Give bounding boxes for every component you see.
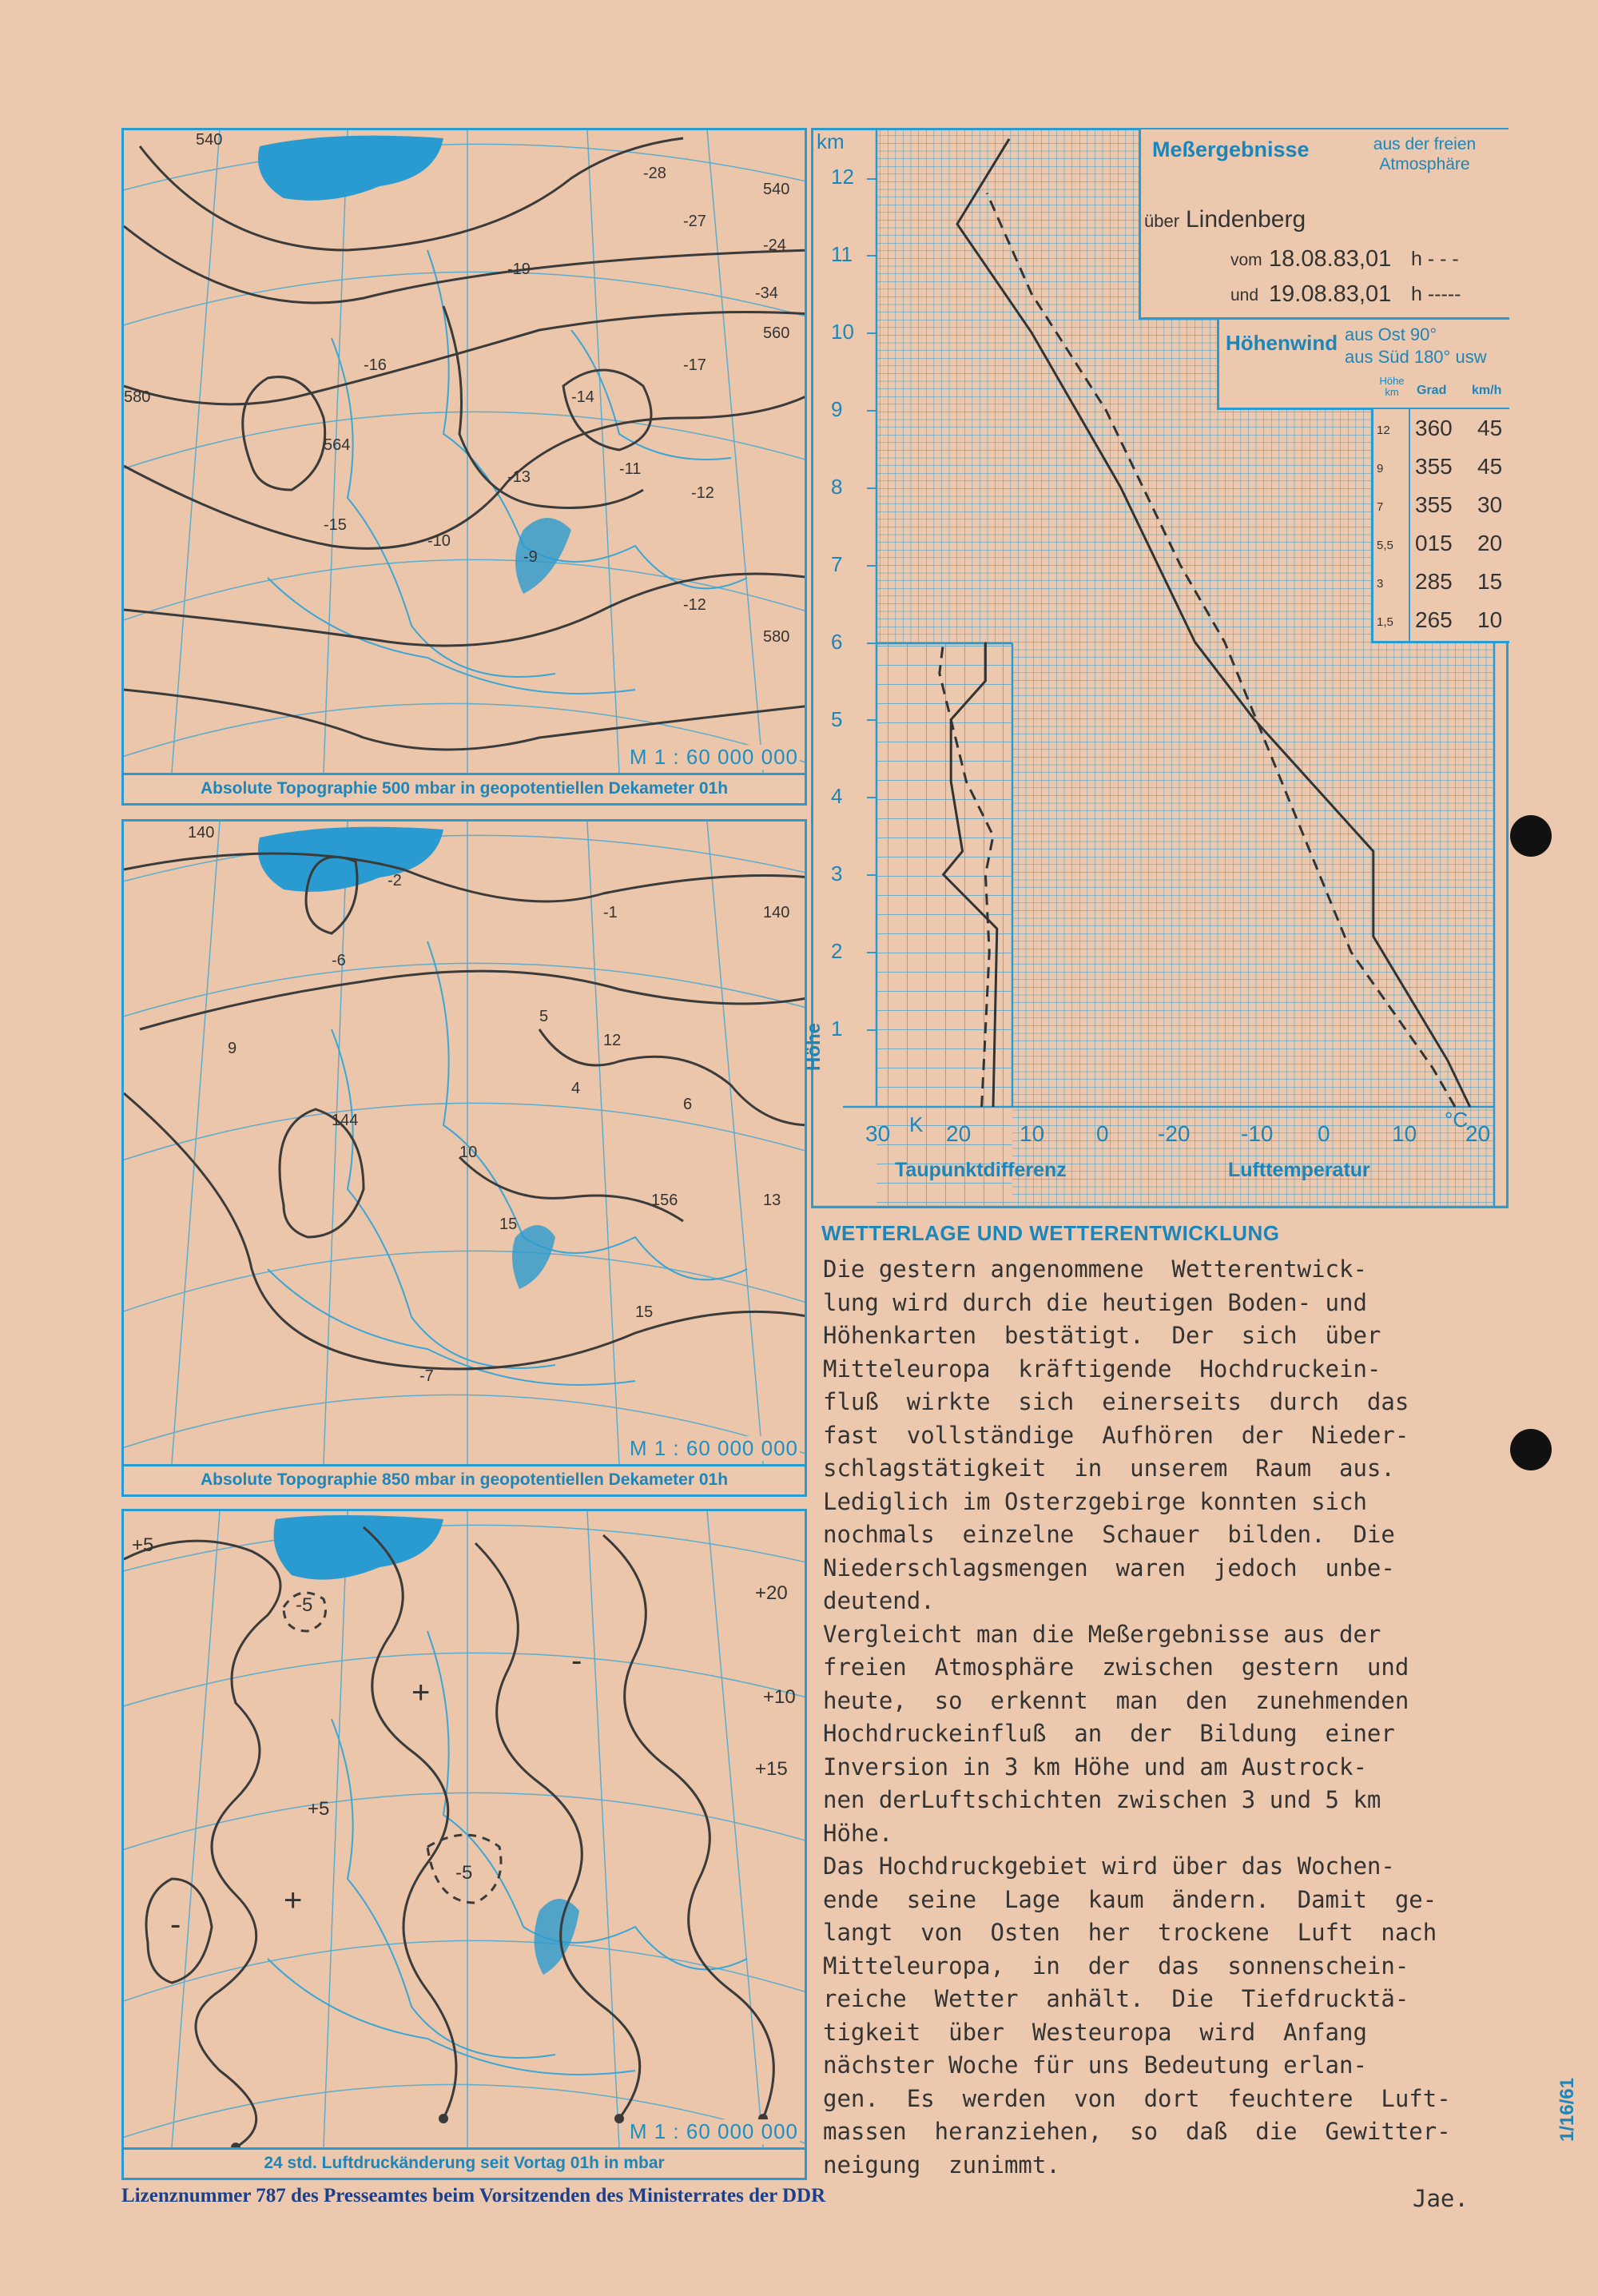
- results-h1: h - - -: [1411, 248, 1459, 270]
- svg-text:-2: -2: [388, 872, 402, 889]
- svg-text:4: 4: [571, 1080, 581, 1097]
- x-tick-label: 30: [865, 1121, 891, 1146]
- x-label-taupunkt: Taupunktdifferenz: [895, 1159, 1067, 1181]
- map-850mbar-drawing: [124, 822, 805, 1464]
- results-ueber: über: [1144, 211, 1180, 231]
- svg-text:540: 540: [196, 131, 223, 149]
- wind-g-cell: 355: [1415, 454, 1453, 479]
- x-label-lufttemperatur: Lufttemperatur: [1228, 1159, 1370, 1181]
- wind-v-cell: 10: [1477, 607, 1503, 632]
- text-line: Inversion in 3 km Höhe und am Austrock-: [823, 1753, 1367, 1781]
- svg-text:13: 13: [763, 1192, 781, 1209]
- y-tick-label: 5: [831, 706, 843, 731]
- footer-license: Lizenznummer 787 des Presseamtes beim Vorsitzenden des Ministerrates der DDR: [121, 2185, 826, 2206]
- text-line: Lediglich im Osterzgebirge konnten sich: [823, 1487, 1367, 1515]
- map-pressure-change-caption: 24 std. Luftdruckänderung seit Vortag 01h in mbar: [121, 2150, 807, 2180]
- svg-text:+20: +20: [755, 1582, 788, 1604]
- wind-g-cell: 285: [1415, 569, 1453, 594]
- y-tick-label: 12: [831, 165, 854, 189]
- svg-text:140: 140: [188, 824, 215, 842]
- signature: Jae.: [1413, 2185, 1469, 2212]
- wind-table: [1371, 409, 1509, 643]
- svg-text:-9: -9: [523, 548, 538, 566]
- text-line: gen. Es werden von dort feuchtere Luft-: [823, 2084, 1451, 2112]
- svg-text:144: 144: [332, 1112, 359, 1129]
- text-line: fast vollständige Aufhören der Nieder-: [823, 1421, 1409, 1449]
- svg-text:5: 5: [539, 1008, 549, 1025]
- svg-text:-28: -28: [643, 165, 666, 182]
- x-tick-label: 10: [1392, 1121, 1417, 1146]
- svg-text:-6: -6: [332, 952, 346, 969]
- svg-text:+5: +5: [132, 1534, 154, 1556]
- svg-text:15: 15: [635, 1303, 654, 1321]
- text-line: langt von Osten her trockene Luft nach: [823, 1919, 1437, 1946]
- wind-v-cell: 20: [1477, 531, 1503, 555]
- svg-text:+15: +15: [755, 1758, 788, 1780]
- wind-col-grad: Grad: [1417, 384, 1447, 397]
- text-line: neigung zunimmt.: [823, 2151, 1060, 2179]
- svg-text:-16: -16: [364, 356, 387, 374]
- svg-text:+: +: [284, 1883, 303, 1918]
- wind-g-cell: 355: [1415, 492, 1453, 517]
- y-tick-label: 10: [831, 320, 854, 344]
- text-line: massen heranziehen, so daß die Gewitter-: [823, 2118, 1451, 2145]
- wind-g-cell: 015: [1415, 531, 1453, 555]
- x-tick-label: 20: [1465, 1121, 1491, 1146]
- y-tick-label: 4: [831, 784, 843, 809]
- svg-text:-13: -13: [507, 468, 531, 486]
- map-pressure-change-scale: M 1 : 60 000 000: [629, 2119, 798, 2143]
- map-pressure-change: [121, 1509, 807, 2150]
- svg-text:-11: -11: [619, 460, 642, 478]
- results-subtitle: aus der freien Atmosphäre: [1373, 135, 1477, 173]
- wind-title: Höhenwind: [1226, 331, 1338, 355]
- text-line: Das Hochdruckgebiet wird über das Wochen-: [823, 1852, 1395, 1880]
- map-850mbar: [121, 819, 807, 1466]
- y-tick-label: 3: [831, 861, 843, 886]
- x-tick-label: 20: [946, 1121, 972, 1146]
- results-h2: h -----: [1411, 283, 1461, 305]
- y-tick-label: 8: [831, 474, 843, 499]
- y-tick-label: 7: [831, 551, 843, 576]
- map-500mbar-caption: Absolute Topographie 500 mbar in geopotentiellen Dekameter 01h: [121, 775, 807, 806]
- text-line: tigkeit über Westeuropa wird Anfang: [823, 2018, 1367, 2046]
- svg-text:-1: -1: [603, 904, 618, 921]
- y-tick-label: 9: [831, 396, 843, 421]
- wind-v-cell: 45: [1477, 416, 1503, 440]
- wind-h-cell: 9: [1377, 462, 1384, 476]
- results-box: [1139, 129, 1509, 320]
- x-tick-label: 0: [1318, 1121, 1330, 1146]
- svg-text:12: 12: [603, 1032, 622, 1049]
- y-tick-label: 11: [831, 242, 853, 267]
- side-code: 1/16/61: [1556, 2077, 1578, 2142]
- map-500mbar: [121, 128, 807, 775]
- wind-v-cell: 30: [1477, 492, 1503, 517]
- map-850mbar-scale: M 1 : 60 000 000: [629, 1436, 798, 1460]
- svg-text:-: -: [571, 1643, 582, 1678]
- hoehe-label: Höhe: [803, 1023, 825, 1071]
- wind-h-cell: 7: [1377, 500, 1384, 514]
- celsius-label: °C: [1445, 1108, 1469, 1132]
- wind-box: [1217, 320, 1509, 410]
- punch-hole-top: [1510, 815, 1552, 857]
- svg-text:560: 560: [763, 324, 790, 342]
- text-line: schlagstätigkeit in unserem Raum aus.: [823, 1454, 1395, 1482]
- text-line: Mitteleuropa, in der das sonnenschein-: [823, 1952, 1409, 1980]
- text-line: heute, so erkennt man den zunehmenden: [823, 1686, 1409, 1714]
- wind-col-hoehe: Höhe km: [1379, 375, 1405, 398]
- results-und: und: [1230, 286, 1259, 304]
- results-date2: 19.08.83,01: [1269, 281, 1392, 307]
- k-label: K: [909, 1112, 924, 1136]
- x-tick-label: -20: [1158, 1121, 1191, 1146]
- svg-text:-5: -5: [455, 1862, 473, 1884]
- text-line: reiche Wetter anhält. Die Tiefdrucktä-: [823, 1985, 1409, 2012]
- results-station: Lindenberg: [1186, 206, 1306, 233]
- svg-text:-5: -5: [296, 1594, 313, 1616]
- svg-text:140: 140: [763, 904, 790, 921]
- svg-text:-7: -7: [419, 1367, 434, 1385]
- map-850mbar-caption: Absolute Topographie 850 mbar in geopotentiellen Dekameter 01h: [121, 1466, 807, 1497]
- svg-text:10: 10: [459, 1144, 478, 1161]
- text-line: freien Atmosphäre zwischen gestern und: [823, 1653, 1409, 1681]
- wind-h-cell: 3: [1377, 577, 1384, 591]
- x-tick-label: 0: [1096, 1121, 1109, 1146]
- svg-text:-24: -24: [763, 237, 786, 254]
- svg-text:+10: +10: [763, 1686, 796, 1708]
- text-line: deutend.: [823, 1587, 935, 1614]
- svg-text:-14: -14: [571, 388, 594, 406]
- text-line: Höhenkarten bestätigt. Der sich über: [823, 1322, 1381, 1349]
- svg-text:580: 580: [124, 388, 151, 406]
- map-500mbar-scale: M 1 : 60 000 000: [629, 745, 798, 769]
- wind-table-divider: [1409, 409, 1410, 641]
- wind-h-cell: 1,5: [1377, 615, 1393, 629]
- svg-text:-10: -10: [427, 532, 451, 550]
- text-line: nen derLuftschichten zwischen 3 und 5 km: [823, 1786, 1381, 1813]
- wind-ost: aus Ost 90°: [1345, 324, 1437, 344]
- wind-h-cell: 5,5: [1377, 539, 1393, 552]
- text-line: Hochdruckeinfluß an der Bildung einer: [823, 1720, 1395, 1747]
- svg-text:540: 540: [763, 181, 790, 198]
- text-line: nochmals einzelne Schauer bilden. Die: [823, 1521, 1395, 1548]
- wind-v-cell: 45: [1477, 454, 1503, 479]
- wind-g-cell: 360: [1415, 416, 1453, 440]
- map-500mbar-drawing: [124, 130, 805, 773]
- results-date1: 18.08.83,01: [1269, 246, 1392, 272]
- weather-text: [823, 1253, 1486, 2182]
- x-tick-label: 10: [1020, 1121, 1045, 1146]
- y-tick-label: 1: [831, 1017, 843, 1041]
- y-unit-label: km: [817, 129, 845, 153]
- text-line: ende seine Lage kaum ändern. Damit ge-: [823, 1885, 1437, 1913]
- wind-sued: aus Süd 180° usw: [1345, 347, 1487, 367]
- text-heading: WETTERLAGE UND WETTERENTWICKLUNG: [821, 1221, 1280, 1245]
- results-title: Meßergebnisse: [1152, 137, 1310, 161]
- text-line: Mitteleuropa kräftigende Hochdruckein-: [823, 1355, 1381, 1383]
- text-line: Niederschlagsmengen waren jedoch unbe-: [823, 1554, 1395, 1582]
- svg-text:156: 156: [651, 1192, 678, 1209]
- wind-g-cell: 265: [1415, 607, 1453, 632]
- results-vom: vom: [1230, 251, 1262, 269]
- svg-text:-27: -27: [683, 213, 706, 230]
- text-line: Höhe.: [823, 1819, 893, 1847]
- svg-text:580: 580: [763, 628, 790, 646]
- svg-text:564: 564: [324, 436, 351, 454]
- punch-hole-bottom: [1510, 1429, 1552, 1470]
- svg-text:-12: -12: [691, 484, 714, 502]
- svg-text:-15: -15: [324, 516, 347, 534]
- svg-text:-19: -19: [507, 261, 531, 278]
- svg-text:+5: +5: [308, 1798, 330, 1820]
- svg-text:-34: -34: [755, 285, 778, 302]
- text-line: Die gestern angenommene Wetterentwick-: [823, 1255, 1367, 1283]
- wind-col-kmh: km/h: [1472, 384, 1502, 397]
- map-pressure-change-drawing: [124, 1511, 805, 2147]
- text-line: lung wird durch die heutigen Boden- und: [823, 1288, 1367, 1316]
- text-line: fluß wirkte sich einerseits durch das: [823, 1388, 1409, 1415]
- text-line: Vergleicht man die Meßergebnisse aus der: [823, 1620, 1381, 1648]
- text-line: nächster Woche für uns Bedeutung erlan-: [823, 2051, 1367, 2079]
- svg-text:15: 15: [499, 1216, 518, 1233]
- x-tick-label: -10: [1241, 1121, 1274, 1146]
- svg-text:-: -: [170, 1907, 181, 1942]
- wind-h-cell: 12: [1377, 424, 1390, 437]
- svg-text:+: +: [411, 1675, 431, 1710]
- wind-v-cell: 15: [1477, 569, 1503, 594]
- svg-text:-17: -17: [683, 356, 706, 374]
- y-tick-label: 2: [831, 939, 843, 964]
- svg-text:6: 6: [683, 1096, 693, 1113]
- svg-text:-12: -12: [683, 596, 706, 614]
- y-tick-label: 6: [831, 629, 843, 654]
- svg-text:9: 9: [228, 1040, 237, 1057]
